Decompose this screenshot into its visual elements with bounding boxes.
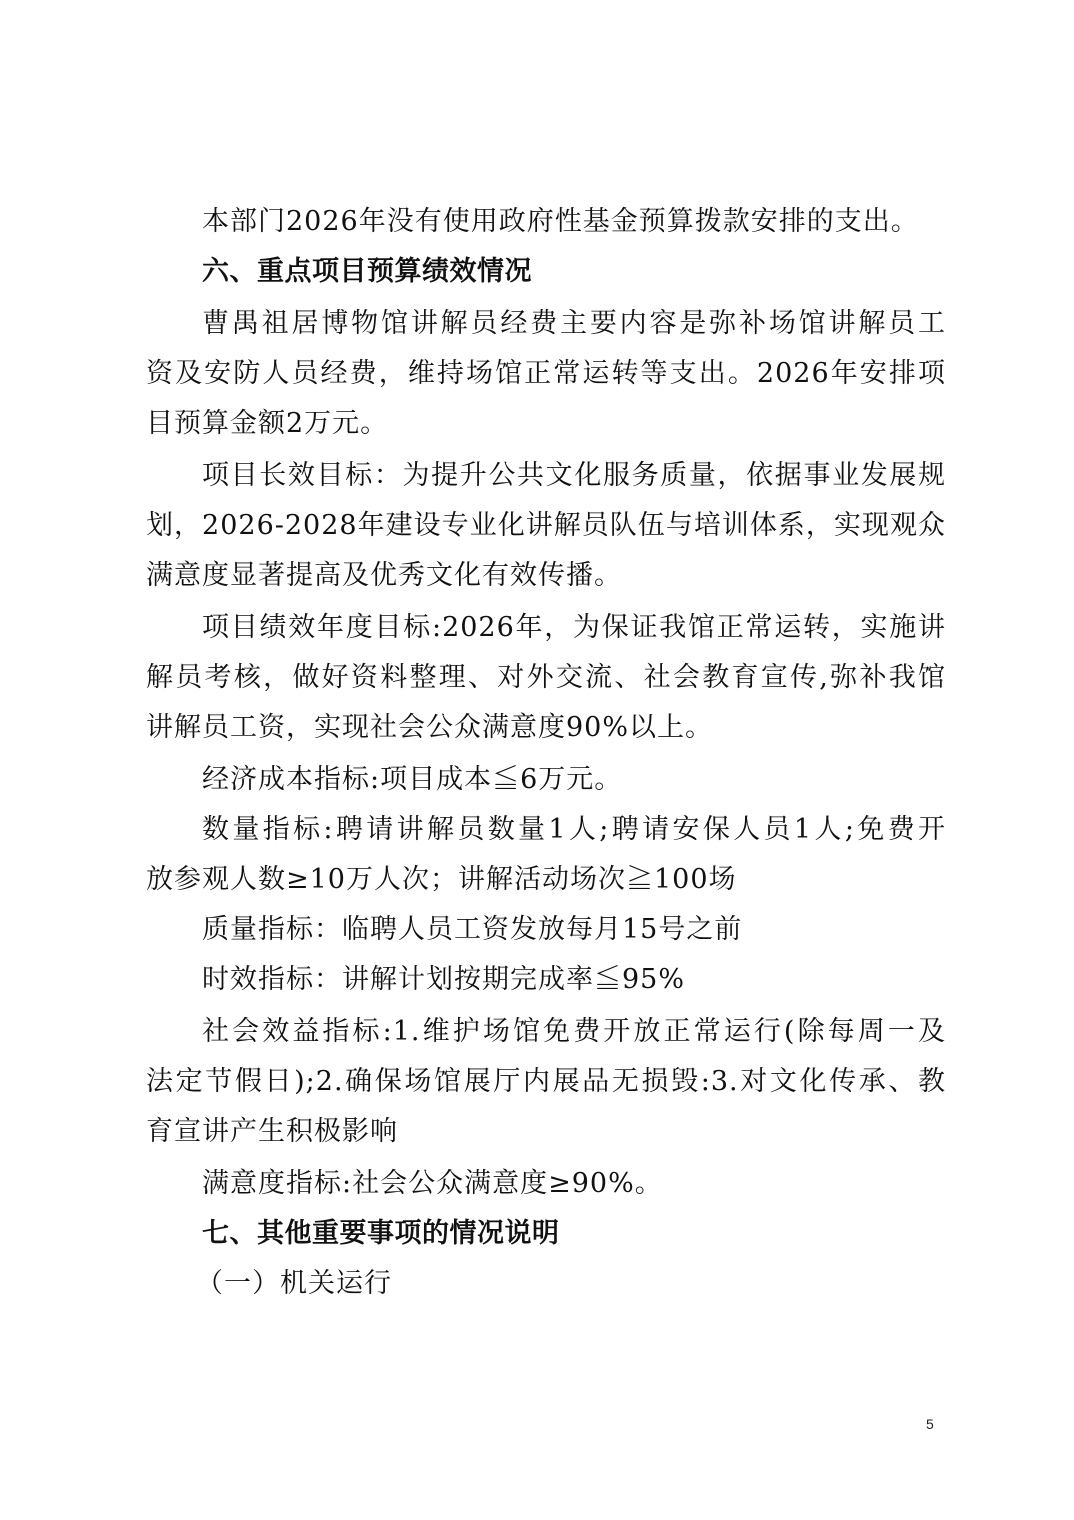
paragraph-timeliness-indicator: 时效指标：讲解计划按期完成率≦95% <box>202 964 686 995</box>
paragraph-long-term-goal-line-3: 满意度显著提高及优秀文化有效传播。 <box>146 560 622 591</box>
paragraph-quantity-indicator-line-2: 放参观人数≥10万人次；讲解活动场次≧100场 <box>146 864 737 895</box>
paragraph-social-benefit-line-1: 社会效益指标:1.维护场馆免费开放正常运行(除每周一及 <box>202 1016 946 1047</box>
paragraph-quantity-indicator-line-1: 数量指标:聘请讲解员数量1人;聘请安保人员1人;免费开 <box>202 814 946 845</box>
paragraph-annual-goal-line-3: 讲解员工资，实现社会公众满意度90%以上。 <box>146 712 714 743</box>
paragraph-cost-indicator: 经济成本指标:项目成本≦6万元。 <box>202 764 623 795</box>
section-heading-6: 六、重点项目预算绩效情况 <box>202 256 532 287</box>
page-number: 5 <box>926 1416 934 1432</box>
paragraph-annual-goal-line-2: 解员考核，做好资料整理、对外交流、社会教育宣传,弥补我馆 <box>146 662 946 693</box>
paragraph-social-benefit-line-3: 育宣讲产生积极影响 <box>146 1116 398 1147</box>
paragraph-long-term-goal-line-2: 划，2026-2028年建设专业化讲解员队伍与培训体系，实现观众 <box>146 510 946 541</box>
paragraph-project-intro-line-3: 目预算金额2万元。 <box>146 408 389 439</box>
paragraph-satisfaction-indicator: 满意度指标:社会公众满意度≥90%。 <box>202 1168 663 1199</box>
paragraph-project-intro-line-1: 曹禺祖居博物馆讲解员经费主要内容是弥补场馆讲解员工 <box>202 308 946 339</box>
section-heading-7: 七、其他重要事项的情况说明 <box>202 1218 560 1249</box>
paragraph-annual-goal-line-1: 项目绩效年度目标:2026年，为保证我馆正常运转，实施讲 <box>202 612 946 643</box>
paragraph-long-term-goal-line-1: 项目长效目标：为提升公共文化服务质量，依据事业发展规 <box>202 460 946 491</box>
paragraph-government-fund: 本部门2026年没有使用政府性基金预算拨款安排的支出。 <box>202 206 919 237</box>
paragraph-project-intro-line-2: 资及安防人员经费，维持场馆正常运转等支出。2026年安排项 <box>146 358 946 389</box>
subsection-heading-1: （一）机关运行 <box>196 1268 392 1299</box>
paragraph-quality-indicator: 质量指标：临聘人员工资发放每月15号之前 <box>202 914 743 945</box>
paragraph-social-benefit-line-2: 法定节假日);2.确保场馆展厅内展品无损毁:3.对文化传承、教 <box>146 1066 946 1097</box>
